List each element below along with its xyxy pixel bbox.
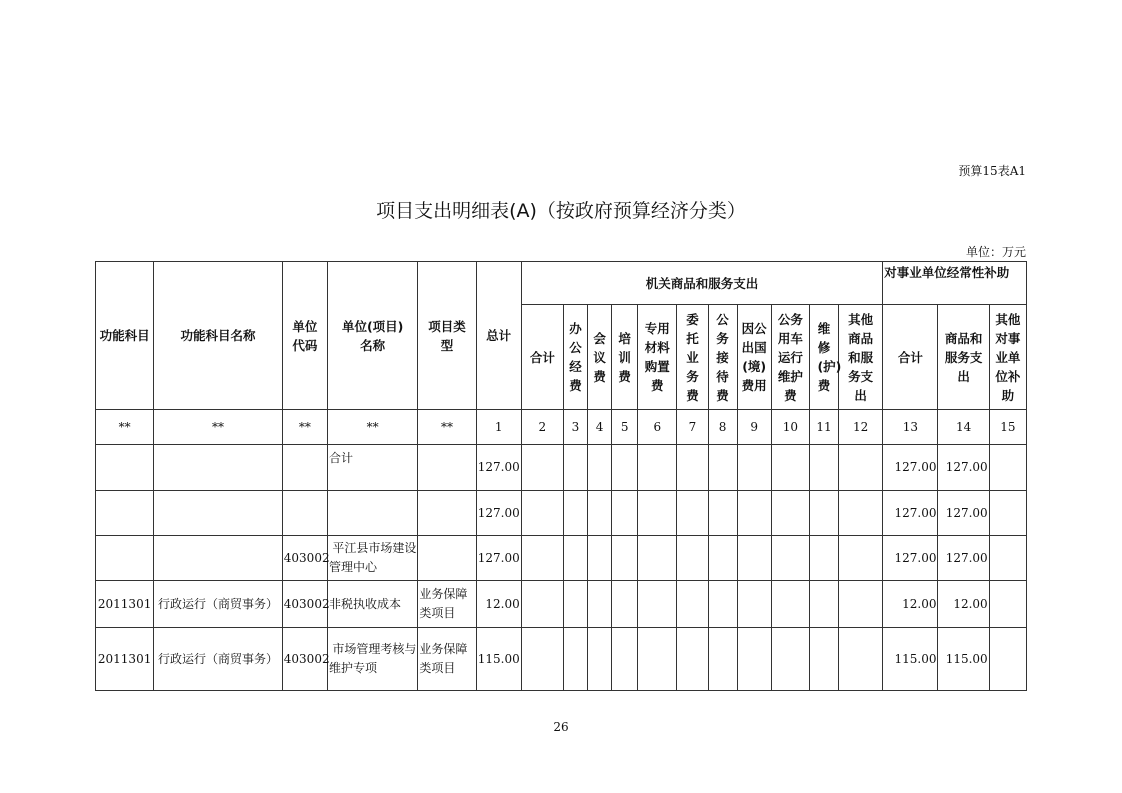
cell-unit-name: 市场管理考核与维护专项 xyxy=(327,628,417,691)
header-official-reception: 公务接待费 xyxy=(708,305,737,410)
cell-project-type xyxy=(418,491,476,536)
cell-goods-col-3 xyxy=(563,581,587,628)
cell-subsidy-subtotal: 115.00 xyxy=(883,628,938,691)
cell-subsidy-goods-services: 115.00 xyxy=(938,628,989,691)
cell-goods-col-5 xyxy=(612,445,638,491)
header-meeting-expense: 会议费 xyxy=(588,305,612,410)
header-special-materials: 专用材料购置费 xyxy=(638,305,677,410)
cell-goods-col-7 xyxy=(677,445,708,491)
cell-func-name: 行政运行（商贸事务） xyxy=(154,581,283,628)
cell-total: 127.00 xyxy=(476,536,521,581)
cell-goods-col-4 xyxy=(588,628,612,691)
unit-label: 单位：万元 xyxy=(965,245,1026,259)
table-row xyxy=(96,628,1027,691)
cell-other-subsidy xyxy=(989,536,1026,581)
page-title: 项目支出明细表(A)（按政府预算经济分类） xyxy=(376,200,746,222)
cell-goods-col-11 xyxy=(809,445,838,491)
cell-goods-col-4 xyxy=(588,581,612,628)
cell-goods-col-7 xyxy=(677,628,708,691)
cell-subsidy-goods-services: 127.00 xyxy=(938,445,989,491)
cell-goods-col-9 xyxy=(737,445,771,491)
cell-project-type xyxy=(418,445,476,491)
cell-goods-col-5 xyxy=(612,536,638,581)
index-row: ** ** ** ** ** 1 2 3 4 5 6 7 8 9 10 11 12 13 14 15 xyxy=(96,410,1027,445)
cell-goods-col-5 xyxy=(612,628,638,691)
cell-goods-col-6 xyxy=(638,628,677,691)
cell-goods-col-12 xyxy=(839,445,883,491)
cell-goods-col-11 xyxy=(809,628,838,691)
cell-func-code: 2011301 xyxy=(96,628,154,691)
cell-goods-col-5 xyxy=(612,581,638,628)
header-training-expense: 培训费 xyxy=(612,305,638,410)
cell-total: 127.00 xyxy=(476,491,521,536)
cell-goods-col-7 xyxy=(677,491,708,536)
cell-goods-col-9 xyxy=(737,536,771,581)
cell-goods-col-8 xyxy=(708,491,737,536)
cell-goods-col-9 xyxy=(737,491,771,536)
cell-goods-col-10 xyxy=(771,536,809,581)
cell-func-name xyxy=(154,536,283,581)
cell-goods-col-7 xyxy=(677,536,708,581)
cell-goods-col-9 xyxy=(737,628,771,691)
header-goods-subtotal: 合计 xyxy=(521,305,563,410)
cell-other-subsidy xyxy=(989,581,1026,628)
cell-goods-col-2 xyxy=(521,628,563,691)
cell-goods-col-5 xyxy=(612,491,638,536)
header-unit-name: 单位(项目)名称 xyxy=(327,262,417,410)
cell-goods-col-6 xyxy=(638,536,677,581)
cell-goods-col-3 xyxy=(563,628,587,691)
cell-goods-col-2 xyxy=(521,491,563,536)
cell-goods-col-10 xyxy=(771,581,809,628)
cell-goods-col-8 xyxy=(708,628,737,691)
header-other-goods-services: 其他商品和服务支出 xyxy=(839,305,883,410)
table-row xyxy=(96,445,1027,491)
header-func-code: 功能科目 xyxy=(96,262,154,410)
cell-goods-col-2 xyxy=(521,581,563,628)
cell-subsidy-subtotal: 12.00 xyxy=(883,581,938,628)
table-reference: 预算15表A1 xyxy=(958,164,1026,178)
cell-other-subsidy xyxy=(989,445,1026,491)
cell-subsidy-subtotal: 127.00 xyxy=(883,445,938,491)
cell-goods-col-4 xyxy=(588,445,612,491)
cell-func-name xyxy=(154,445,283,491)
cell-subsidy-goods-services: 127.00 xyxy=(938,536,989,581)
cell-func-code xyxy=(96,445,154,491)
table-row xyxy=(96,581,1027,628)
cell-unit-name: 合计 xyxy=(327,445,417,491)
table-row xyxy=(96,491,1027,536)
header-unit-code: 单位代码 xyxy=(282,262,327,410)
cell-other-subsidy xyxy=(989,628,1026,691)
cell-goods-col-3 xyxy=(563,536,587,581)
header-other-subsidy: 其他对事业单位补助 xyxy=(989,305,1026,410)
cell-goods-col-2 xyxy=(521,445,563,491)
cell-goods-col-10 xyxy=(771,628,809,691)
cell-func-name xyxy=(154,491,283,536)
cell-goods-col-6 xyxy=(638,445,677,491)
page-number: 26 xyxy=(553,720,569,734)
cell-goods-col-12 xyxy=(839,491,883,536)
cell-goods-col-9 xyxy=(737,581,771,628)
cell-func-name: 行政运行（商贸事务） xyxy=(154,628,283,691)
cell-func-code xyxy=(96,536,154,581)
cell-project-type: 业务保障类项目 xyxy=(418,628,476,691)
cell-total: 115.00 xyxy=(476,628,521,691)
cell-total: 12.00 xyxy=(476,581,521,628)
cell-func-code xyxy=(96,491,154,536)
cell-goods-col-10 xyxy=(771,445,809,491)
cell-unit-name: 平江县市场建设管理中心 xyxy=(327,536,417,581)
header-func-name: 功能科目名称 xyxy=(154,262,283,410)
cell-func-code: 2011301 xyxy=(96,581,154,628)
cell-goods-col-8 xyxy=(708,581,737,628)
cell-total: 127.00 xyxy=(476,445,521,491)
header-vehicle-operation: 公务用车运行维护费 xyxy=(771,305,809,410)
cell-subsidy-subtotal: 127.00 xyxy=(883,491,938,536)
cell-goods-col-6 xyxy=(638,581,677,628)
cell-goods-col-11 xyxy=(809,581,838,628)
cell-subsidy-goods-services: 12.00 xyxy=(938,581,989,628)
header-total: 总计 xyxy=(476,262,521,410)
project-expenditure-table xyxy=(95,261,1027,691)
cell-goods-col-11 xyxy=(809,491,838,536)
cell-unit-code: 403002 xyxy=(282,628,327,691)
cell-goods-col-8 xyxy=(708,536,737,581)
cell-project-type: 业务保障类项目 xyxy=(418,581,476,628)
cell-goods-col-3 xyxy=(563,445,587,491)
header-group-subsidy: 对事业单位经常性补助 xyxy=(883,262,1027,305)
cell-other-subsidy xyxy=(989,491,1026,536)
cell-subsidy-goods-services: 127.00 xyxy=(938,491,989,536)
cell-unit-code xyxy=(282,491,327,536)
cell-goods-col-6 xyxy=(638,491,677,536)
cell-goods-col-12 xyxy=(839,536,883,581)
cell-unit-code xyxy=(282,445,327,491)
header-overseas-travel: 因公出国(境)费用 xyxy=(737,305,771,410)
header-subsidy-goods-services: 商品和服务支出 xyxy=(938,305,989,410)
cell-unit-code: 403002 xyxy=(282,536,327,581)
cell-goods-col-10 xyxy=(771,491,809,536)
cell-goods-col-8 xyxy=(708,445,737,491)
cell-project-type xyxy=(418,536,476,581)
header-office-expense: 办公经费 xyxy=(563,305,587,410)
cell-goods-col-3 xyxy=(563,491,587,536)
header-maintenance: 维修(护)费 xyxy=(809,305,838,410)
table-row xyxy=(96,536,1027,581)
cell-unit-name xyxy=(327,491,417,536)
cell-goods-col-7 xyxy=(677,581,708,628)
cell-goods-col-11 xyxy=(809,536,838,581)
cell-unit-code: 403002 xyxy=(282,581,327,628)
header-subsidy-subtotal: 合计 xyxy=(883,305,938,410)
cell-goods-col-2 xyxy=(521,536,563,581)
header-commissioned-business: 委托业务费 xyxy=(677,305,708,410)
cell-goods-col-12 xyxy=(839,581,883,628)
header-project-type: 项目类型 xyxy=(418,262,476,410)
cell-unit-name: 非税执收成本 xyxy=(327,581,417,628)
cell-goods-col-4 xyxy=(588,536,612,581)
cell-goods-col-12 xyxy=(839,628,883,691)
header-group-goods-services: 机关商品和服务支出 xyxy=(521,262,882,305)
cell-goods-col-4 xyxy=(588,491,612,536)
cell-subsidy-subtotal: 127.00 xyxy=(883,536,938,581)
